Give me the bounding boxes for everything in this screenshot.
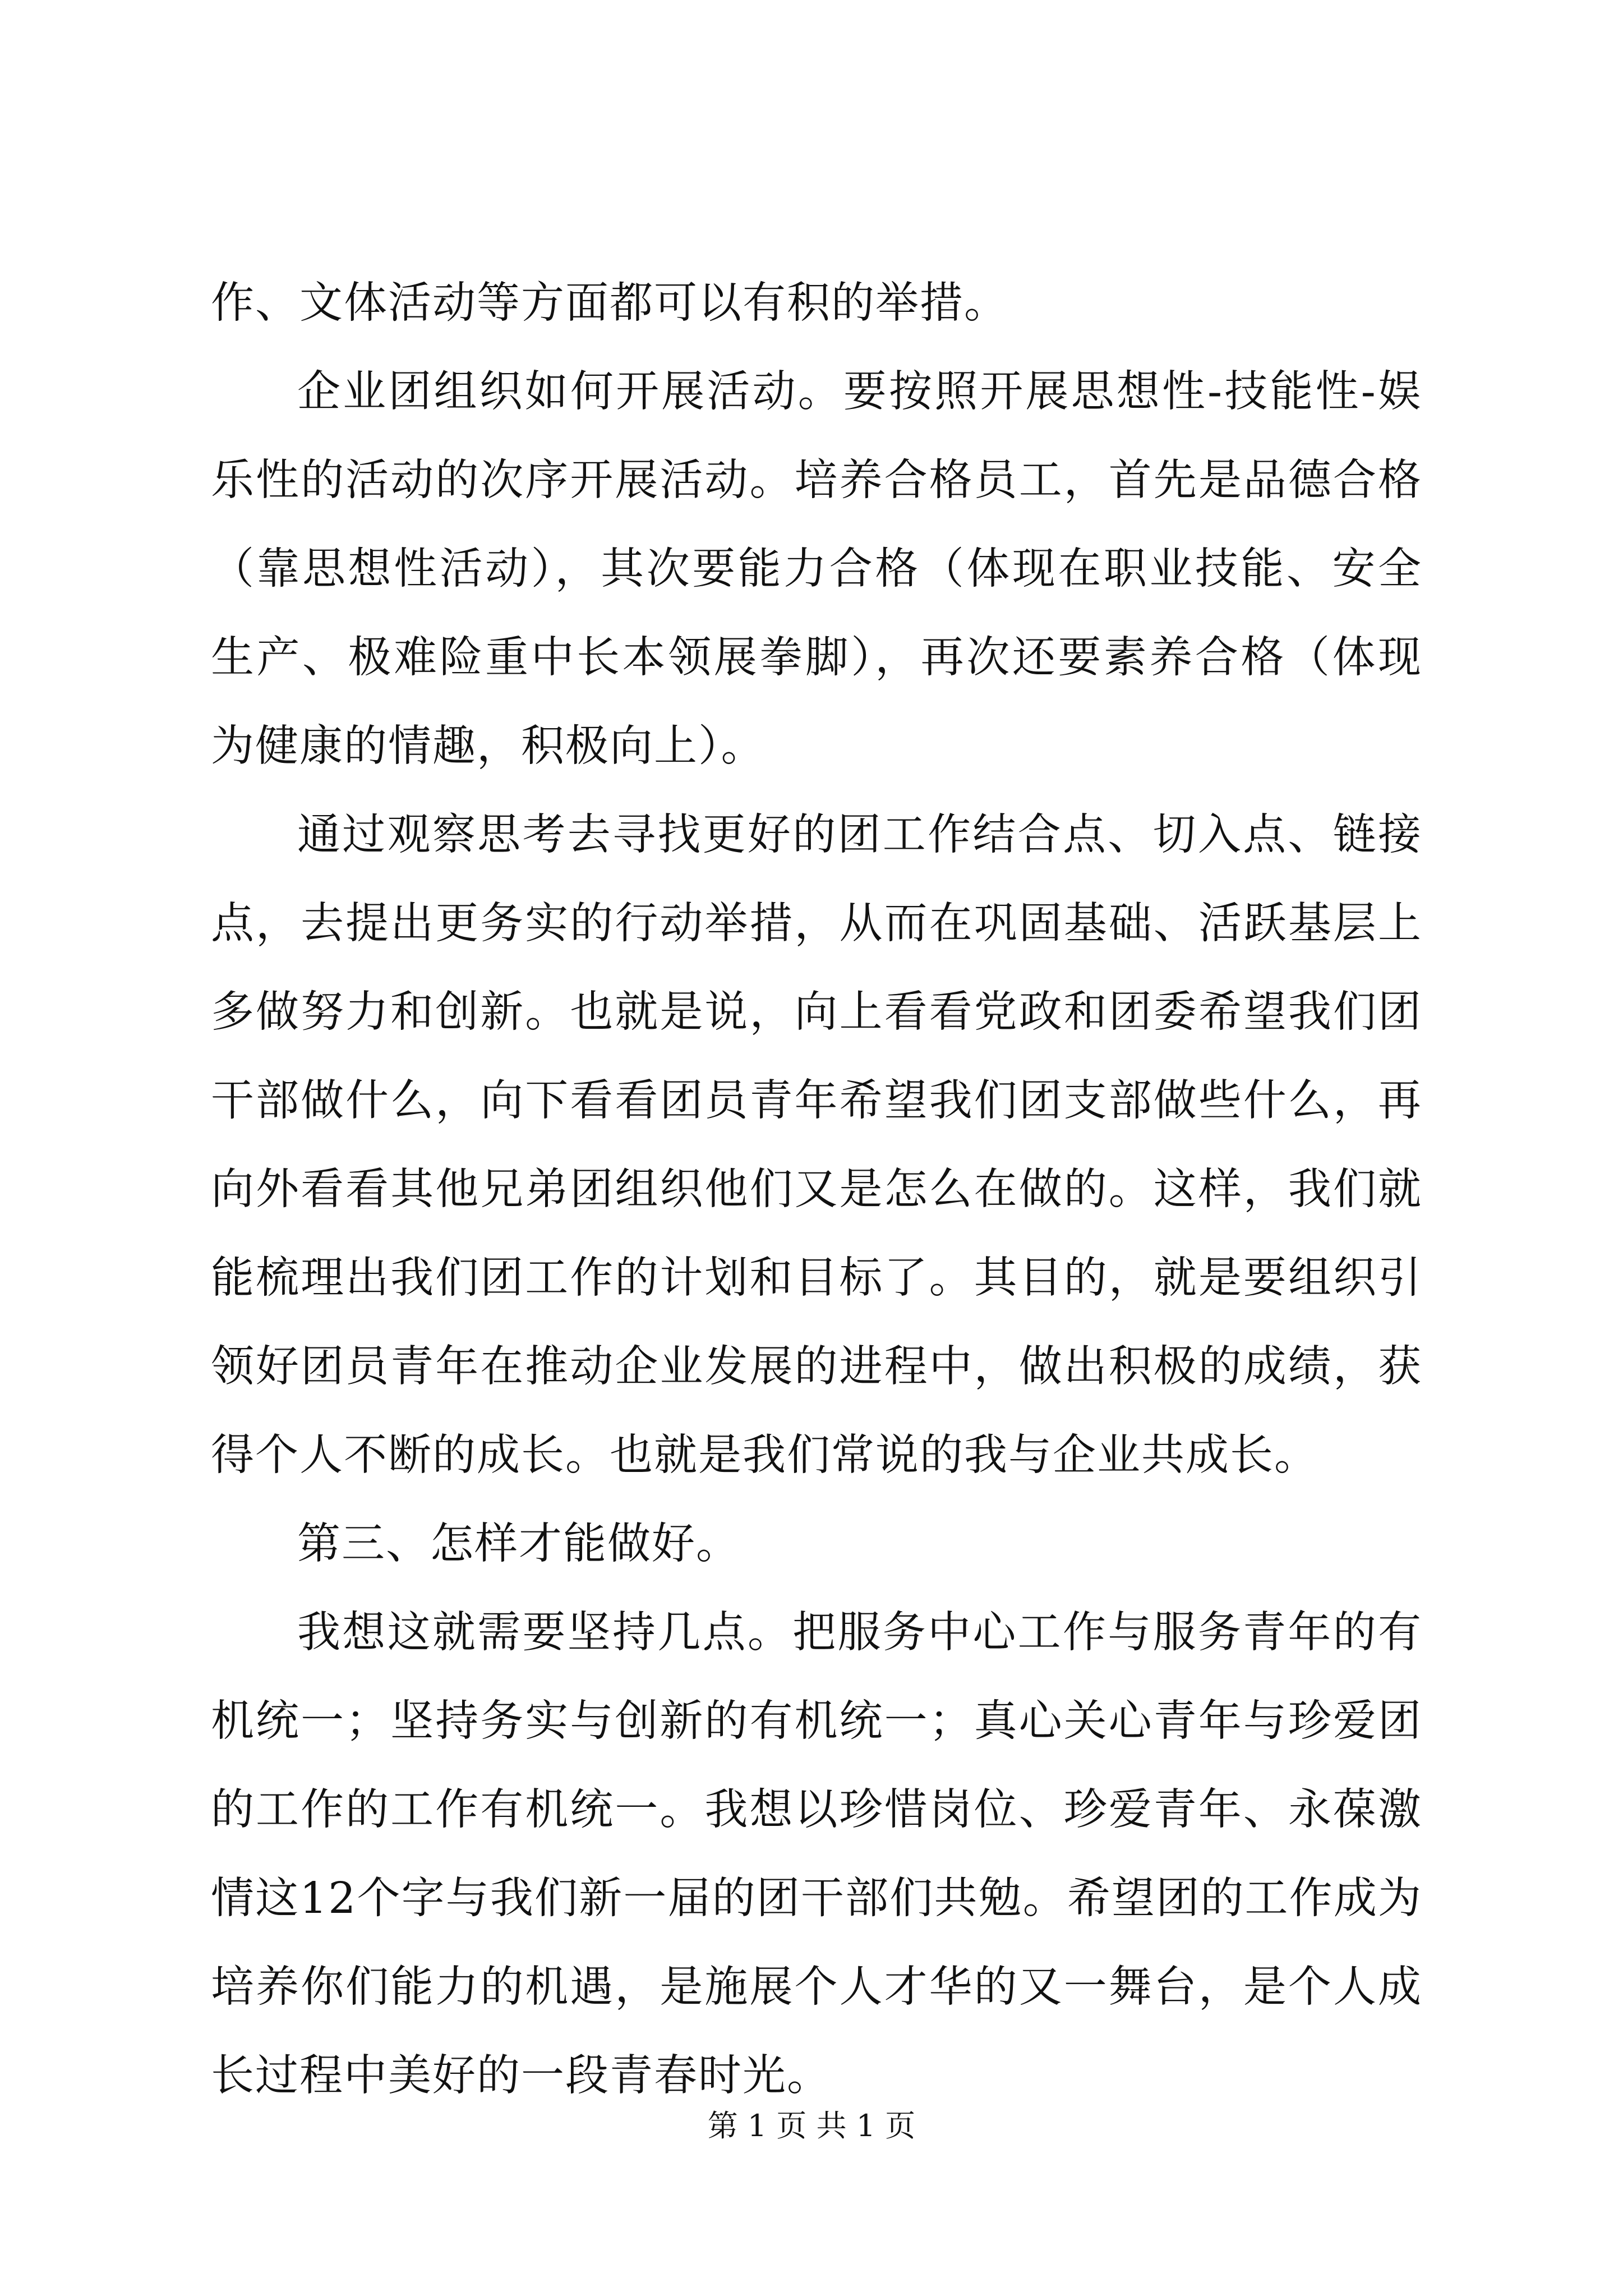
paragraph-activities: 企业团组织如何开展活动。要按照开展思想性-技能性-娱乐性的活动的次序开展活动。培养合格员工，首先是品德合格（靠思想性活动），其次要能力合格（体现在职业技能、安全生产、极难险重中长本领展拳脚），再次还要素养合格（体现为健康的情趣，积极向上）。: [211, 367, 1422, 771]
section-heading-third: 第三、怎样才能做好。: [297, 1519, 740, 1569]
paragraph-continuation: 作、文体活动等方面都可以有积的举措。: [211, 278, 1008, 328]
paragraph-conclusion: 我想这就需要坚持几点。把服务中心工作与服务青年的有机统一；坚持务实与创新的有机统一；真心关心青年与珍爱团的工作的工作有机统一。我想以珍惜岗位、珍爱青年、永葆激情这12个字与我们新一届的团干部们共勉。希望团的工作成为培养你们能力的机遇，是施展个人才华的又一舞台，是个人成长过程中美好的一段青春时光。: [211, 1608, 1422, 2101]
page-number-footer: 第 1 页 共 1 页: [707, 2108, 916, 2143]
document-body: [211, 259, 1422, 2120]
paragraph-observation: 通过观察思考去寻找更好的团工作结合点、切入点、链接点，去提出更务实的行动举措，从而在巩固基础、活跃基层上多做努力和创新。也就是说，向上看看党政和团委希望我们团干部做什么，向下看看团员青年希望我们团支部做些什么，再向外看看其他兄弟团组织他们又是怎么在做的。这样，我们就能梳理出我们团工作的计划和目标了。其目的，就是要组织引领好团员青年在推动企业发展的进程中，做出积极的成绩，获得个人不断的成长。也就是我们常说的我与企业共成长。: [211, 810, 1422, 1480]
